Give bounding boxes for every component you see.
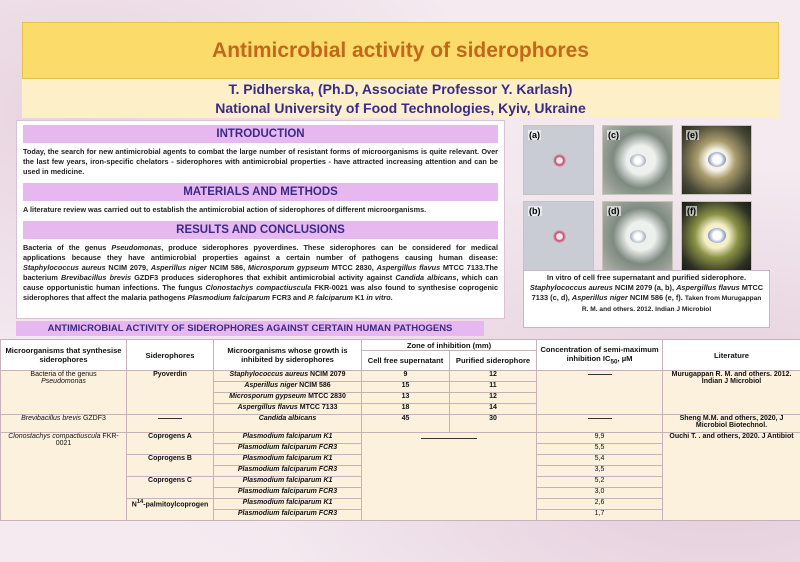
ic50-value: 3,0 xyxy=(537,488,663,499)
inhibited-cell: Aspergillus flavus MTCC 7133 xyxy=(214,404,362,415)
intro-heading: INTRODUCTION xyxy=(23,125,498,143)
header-inhibited: Microorganisms whose growth is inhibited by siderophores xyxy=(214,340,362,371)
inhibited-cell: Plasmodium falciparum K1 xyxy=(214,455,362,466)
header-purified: Purified siderophore xyxy=(450,351,537,371)
photo-a xyxy=(523,125,594,195)
inhibited-cell: Plasmodium falciparum FCR3 xyxy=(214,510,362,521)
photo-panel xyxy=(518,120,776,325)
inhibited-cell: Plasmodium falciparum FCR3 xyxy=(214,466,362,477)
ps-value: 12 xyxy=(450,371,537,382)
inhibited-cell: Plasmodium falciparum FCR3 xyxy=(214,488,362,499)
producer-cell: Clonostachys compactiuscula FKR-0021 xyxy=(1,433,127,521)
cf-value: 9 xyxy=(362,371,450,382)
text-panel xyxy=(16,120,505,319)
inhibited-cell: Plasmodium falciparum FCR3 xyxy=(214,444,362,455)
photo-b xyxy=(523,201,594,271)
literature-cell: Sheng M.M. and others, 2020, J Microbiol Biotechnol. xyxy=(663,415,800,433)
photo-d xyxy=(602,201,673,271)
inhibited-cell: Plasmodium falciparum K1 xyxy=(214,499,362,510)
cf-value: 15 xyxy=(362,382,450,393)
header-producer: Microorganisms that synthesise siderophores xyxy=(1,340,127,371)
ps-value: 14 xyxy=(450,404,537,415)
cf-value: 13 xyxy=(362,393,450,404)
ic50-value: 2,6 xyxy=(537,499,663,510)
photo-label: (d) xyxy=(608,206,620,216)
photo-e xyxy=(681,125,752,195)
title-banner xyxy=(22,22,779,79)
siderophore-cell: Coprogens C xyxy=(127,477,214,499)
results-text: Bacteria of the genus Pseudomonas, produce siderophores pyoverdines. These siderophores can be considered for medical applications because they have antimicrobial properties against a certain number of pathogens causing human disease: Staphylococcus aureus NCIM 2079, Asperillus niger NCIM 586, Microsporum gypseum MTCC 2830, Aspergillus flavus MTCC 7133.The bacterium Brevibacillus brevis GZDF3 produces siderophores that exhibit antimicrobial activity against Candida albicans, which can cause opportunistic human infections. The fungus Clonostachys compactiuscula FKR-0021 was also found to synthesise coprogenic siderophores that affect the malaria pathogens Plasmodium falciparum FCR3 and P. falciparum K1 in vitro. xyxy=(23,243,499,302)
table-row xyxy=(1,433,800,444)
ic50-value: 5,2 xyxy=(537,477,663,488)
table-title: ANTIMICROBIAL ACTIVITY OF SIDEROPHORES AGAINST CERTAIN HUMAN PATHOGENS xyxy=(16,321,484,336)
header-cell-free: Cell free supernatant xyxy=(362,351,450,371)
ic50-blank xyxy=(537,415,663,433)
table-row xyxy=(1,371,800,382)
siderophore-cell: Coprogens B xyxy=(127,455,214,477)
ic50-value: 3,5 xyxy=(537,466,663,477)
cf-value: 45 xyxy=(362,415,450,433)
producer-cell: Bacteria of the genus Pseudomonas xyxy=(1,371,127,415)
ps-value: 12 xyxy=(450,393,537,404)
photo-label: (b) xyxy=(529,206,541,216)
results-heading: RESULTS AND CONCLUSIONS xyxy=(23,221,498,239)
intro-text: Today, the search for new antimicrobial agents to combat the large number of resistant forms of microorganisms is quite relevant. Over the last few years, iron-specific chelators - siderophores with antimicrobial properties - have attracted increasing attention and can be used in medicine. xyxy=(23,147,498,176)
photo-f xyxy=(681,201,752,271)
photo-label: (c) xyxy=(608,130,619,140)
affiliation-line: National University of Food Technologies, Kyiv, Ukraine xyxy=(215,100,586,116)
zone-blank xyxy=(362,433,537,521)
ps-value: 11 xyxy=(450,382,537,393)
ps-value: 30 xyxy=(450,415,537,433)
photo-c xyxy=(602,125,673,195)
inhibited-cell: Microsporum gypseum MTCC 2830 xyxy=(214,393,362,404)
header-ic50: Concentration of semi-maximum inhibition $IC_{50}$, µM xyxy=(537,340,663,371)
table-row xyxy=(1,415,800,433)
literature-cell: Murugappan R. M. and others. 2012. Indian J Microbiol xyxy=(663,371,800,415)
inhibited-cell: Staphylococcus aureus NCIM 2079 xyxy=(214,371,362,382)
photo-label: (a) xyxy=(529,130,540,140)
photo-caption: In vitro of cell free supernatant and purified siderophore. Staphylococcus aureus NCIM 2079 (a, b), Aspergillus flavus MTCC 7133 (c, d), Asperillus niger NCIM 586 (e, f). Taken from Murugappan R. M. and others. 2012. Indian J Microbiol xyxy=(523,270,770,328)
header-siderophores: Siderophores xyxy=(127,340,214,371)
producer-cell: Brevibacillus brevis GZDF3 xyxy=(1,415,127,433)
siderophore-cell: Coprogens A xyxy=(127,433,214,455)
siderophore-cell: $N^{14}$-palmitoylcoprogen xyxy=(127,499,214,521)
cf-value: 18 xyxy=(362,404,450,415)
inhibited-cell: Candida albicans xyxy=(214,415,362,433)
inhibited-cell: Plasmodium falciparum K1 xyxy=(214,477,362,488)
siderophore-cell: Pyoverdin xyxy=(127,371,214,415)
methods-text: A literature review was carried out to establish the antimicrobial action of siderophores of different microorganisms. xyxy=(23,205,427,214)
ic50-blank xyxy=(537,371,663,415)
poster-title: Antimicrobial activity of siderophores xyxy=(212,38,589,62)
ic50-value: 1,7 xyxy=(537,510,663,521)
photo-grid xyxy=(518,120,776,271)
inhibited-cell: Plasmodium falciparum K1 xyxy=(214,433,362,444)
methods-heading: MATERIALS AND METHODS xyxy=(23,183,498,201)
ic50-value: 5,4 xyxy=(537,455,663,466)
ic50-value: 5,5 xyxy=(537,444,663,455)
photo-label: (f) xyxy=(687,206,696,216)
siderophore-blank xyxy=(127,415,214,433)
photo-label: (e) xyxy=(687,130,698,140)
header-literature: Literature xyxy=(663,340,800,371)
siderophore-table xyxy=(0,339,800,521)
authors-block xyxy=(22,79,779,118)
ic50-value: 9,9 xyxy=(537,433,663,444)
authors-line: T. Pidherska, (Ph.D, Associate Professor Y. Karlash) xyxy=(228,81,573,97)
literature-cell: Ouchi T. . and others, 2020. J Antibiot xyxy=(663,433,800,521)
inhibited-cell: Asperillus niger NCIM 586 xyxy=(214,382,362,393)
header-zone: Zone of inhibition (mm) xyxy=(362,340,537,351)
